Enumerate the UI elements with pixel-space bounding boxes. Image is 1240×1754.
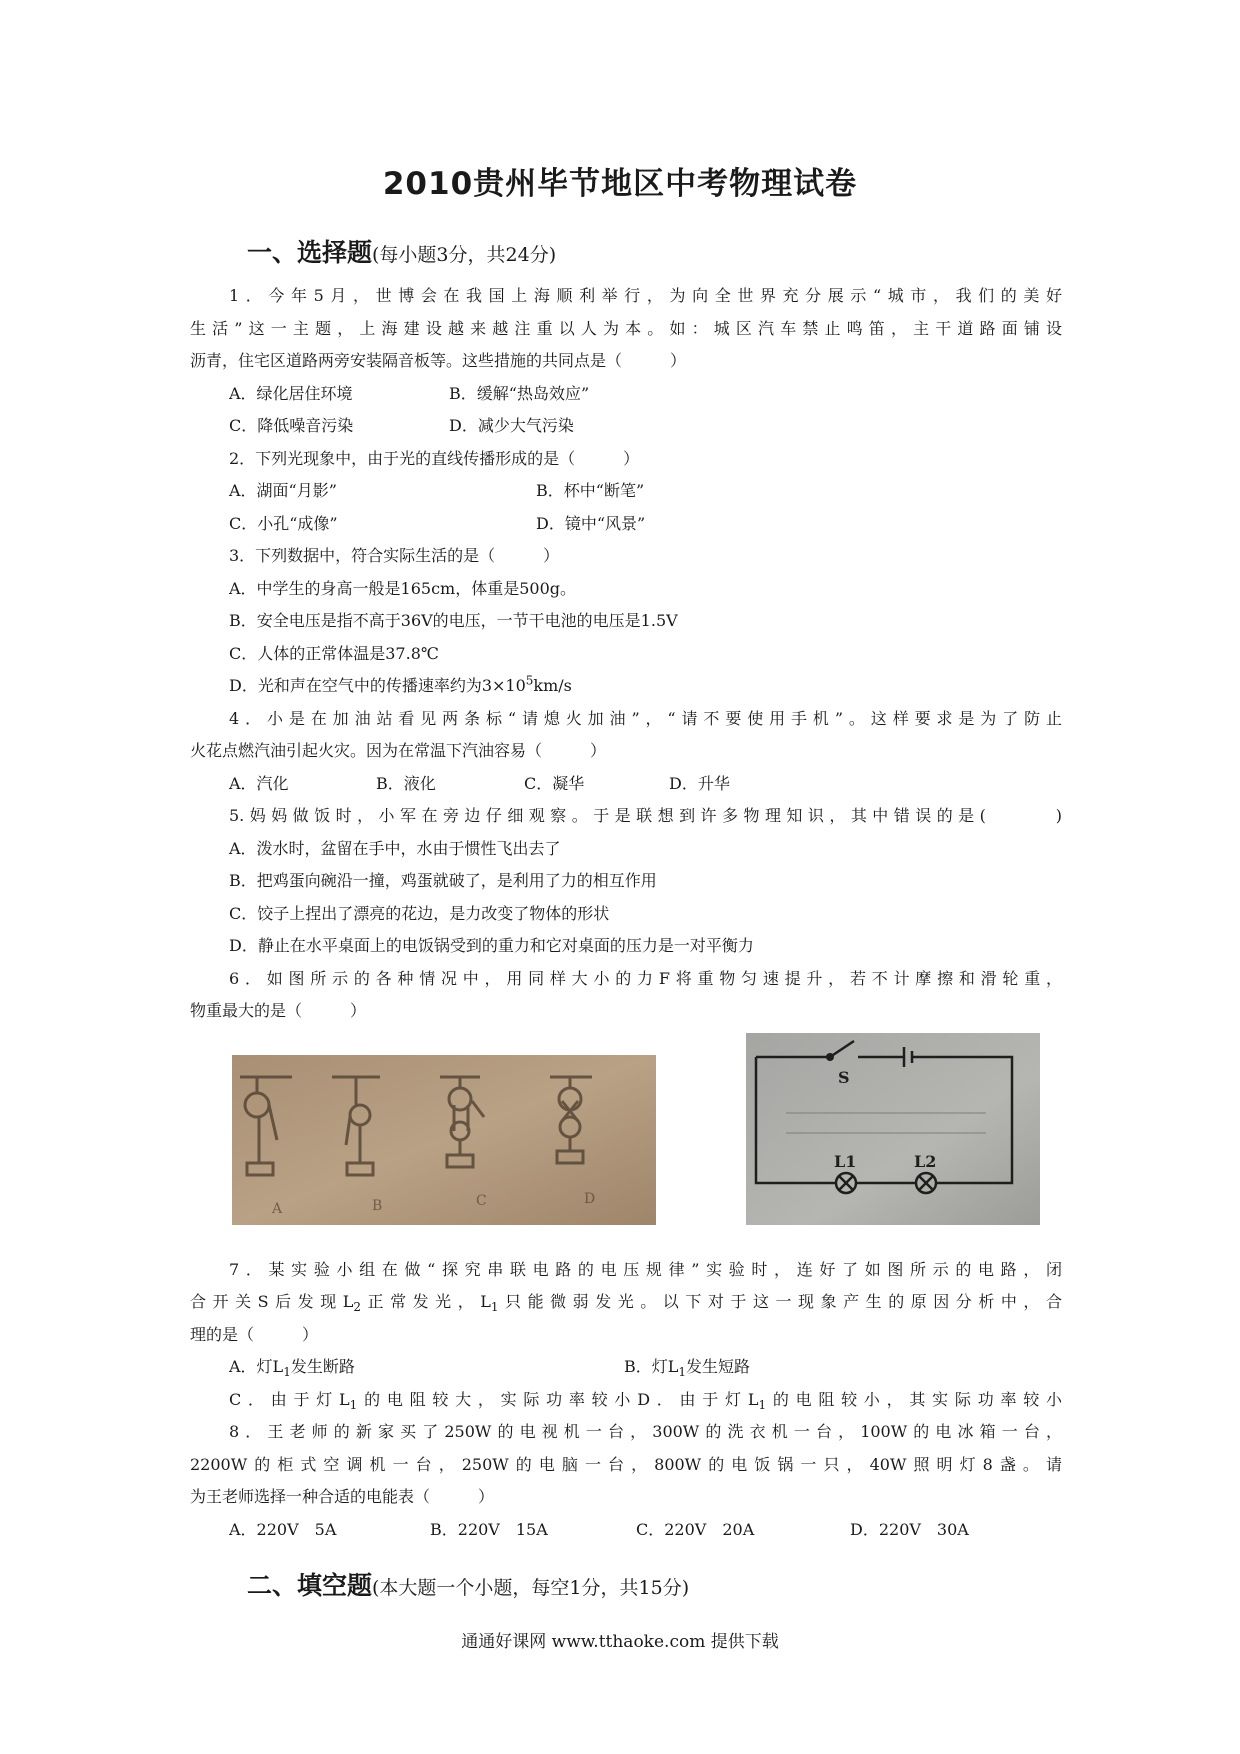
q2-line1: 2．下列光现象中，由于光的直线传播形成的是（ ） [229,449,640,468]
q7-option-b: B．灯$L_1$发生短路 [624,1357,751,1380]
q3-option-c: C．人体的正常体温是37.8℃ [229,644,439,663]
q1-line3: 沥青，住宅区道路两旁安装隔音板等。这些措施的共同点是（ ） [190,351,687,370]
page-title: 2010贵州毕节地区中考物理试卷 [382,166,858,202]
q8-line3: 为王老师选择一种合适的电能表（ ） [190,1487,495,1506]
footer-source: 通通好课网 www.tthaoke.com 提供下载 [461,1632,779,1652]
q5-option-d: D．静止在水平桌面上的电饭锅受到的重力和它对桌面的压力是一对平衡力 [229,936,754,955]
q8-option-c: C．220V 20A [636,1520,755,1539]
q5-option-c: C．饺子上捏出了漂亮的花边，是力改变了物体的形状 [229,904,610,923]
q7-line3: 理的是（ ） [190,1325,319,1344]
q1-option-c: C．降低噪音污染 [229,416,354,435]
q8-line2: 2200W的柜式空调机一台，250W的电脑一台，800W的电饭锅一只，40W照明灯8盏。请 [190,1455,1062,1474]
q2-option-c: C．小孔“成像” [229,514,338,533]
section-heading-fill [247,1566,689,1602]
q1-line2: 生活”这一主题，上海建设越来越注重以人为本。如：城区汽车禁止鸣笛，主干道路面铺设 [190,319,1062,338]
q1-option-b: B．缓解“热岛效应” [449,384,590,403]
q8-line1: 8．王老师的新家买了250W的电视机一台，300W的洗衣机一台，100W的电冰箱一台， [229,1422,1062,1441]
q8-option-a: A．220V 5A [229,1520,337,1539]
q5-option-b: B．把鸡蛋向碗沿一撞，鸡蛋就破了，是利用了力的相互作用 [229,871,657,890]
q4-option-c: C．凝华 [524,774,585,793]
pulley-label-a: A [272,1201,283,1217]
q8-option-b: B．220V 15A [430,1520,548,1539]
lamp1-label: L1 [834,1152,857,1171]
pulley-label-c: C [476,1193,487,1209]
q1-line1: 1．今年5月，世博会在我国上海顺利举行，为向全世界充分展示“城市，我们的美好 [229,286,1062,305]
circuit-figure [746,1033,1040,1225]
section-note: (本大题一个小题，每空1分，共15分) [372,1577,690,1599]
q5-line1: 5.妈妈做饭时，小军在旁边仔细观察。于是联想到许多物理知识，其中错误的是( ) [229,806,1062,825]
q4-line2: 火花点燃汽油引起火灾。因为在常温下汽油容易（ ） [190,741,607,760]
section-title: 一、选择题 [247,238,373,267]
q6-line2: 物重最大的是（ ） [190,1001,367,1020]
q5-option-a: A．泼水时，盆留在手中，水由于惯性飞出去了 [229,839,561,858]
q7-option-a: A．灯$L_1$发生断路 [229,1357,355,1380]
q4-option-a: A．汽化 [229,774,289,793]
q7-line1: 7．某实验小组在做“探究串联电路的电压规律”实验时，连好了如图所示的电路，闭 [229,1260,1062,1279]
q1-option-d: D．减少大气污染 [449,416,574,435]
q4-line1: 4．小是在加油站看见两条标“请熄火加油”，“请不要使用手机”。这样要求是为了防止 [229,709,1062,728]
q7-line2: 合开关S后发现$L_2$正常发光，$L_1$只能微弱发光。以下对于这一现象产生的原因分析中，合 [190,1292,1062,1315]
q4-option-b: B．液化 [376,774,436,793]
q7-options-cd: C．由于灯$L_1$的电阻较大，实际功率较小D．由于灯$L_1$的电阻较小，其实际功率较小 [229,1390,1062,1413]
lamp2-label: L2 [914,1152,937,1171]
q4-option-d: D．升华 [669,774,730,793]
pulley-figure [232,1055,656,1225]
q3-option-b: B．安全电压是指不高于36V的电压，一节干电池的电压是1.5V [229,611,678,630]
section-title: 二、填空题 [247,1571,373,1600]
q3-option-a: A．中学生的身高一般是165cm，体重是500g。 [229,579,577,598]
section-note: (每小题3分，共24分) [372,244,557,266]
q1-option-a: A．绿化居住环境 [229,384,353,403]
pulley-label-b: B [372,1198,383,1214]
q8-option-d: D．220V 30A [850,1520,969,1539]
section-heading-choice [247,233,556,269]
q3-line1: 3．下列数据中，符合实际生活的是（ ） [229,546,560,565]
pulley-label-d: D [584,1191,596,1207]
q3-option-d: D．光和声在空气中的传播速率约为$3\times 10^5km/s$ [229,673,572,695]
q2-option-b: B．杯中“断笔” [536,481,645,500]
switch-label: S [838,1068,850,1087]
q2-option-a: A．湖面“月影” [229,481,337,500]
q2-option-d: D．镜中“风景” [536,514,646,533]
q6-line1: 6．如图所示的各种情况中，用同样大小的力F将重物匀速提升，若不计摩擦和滑轮重， [229,969,1062,988]
